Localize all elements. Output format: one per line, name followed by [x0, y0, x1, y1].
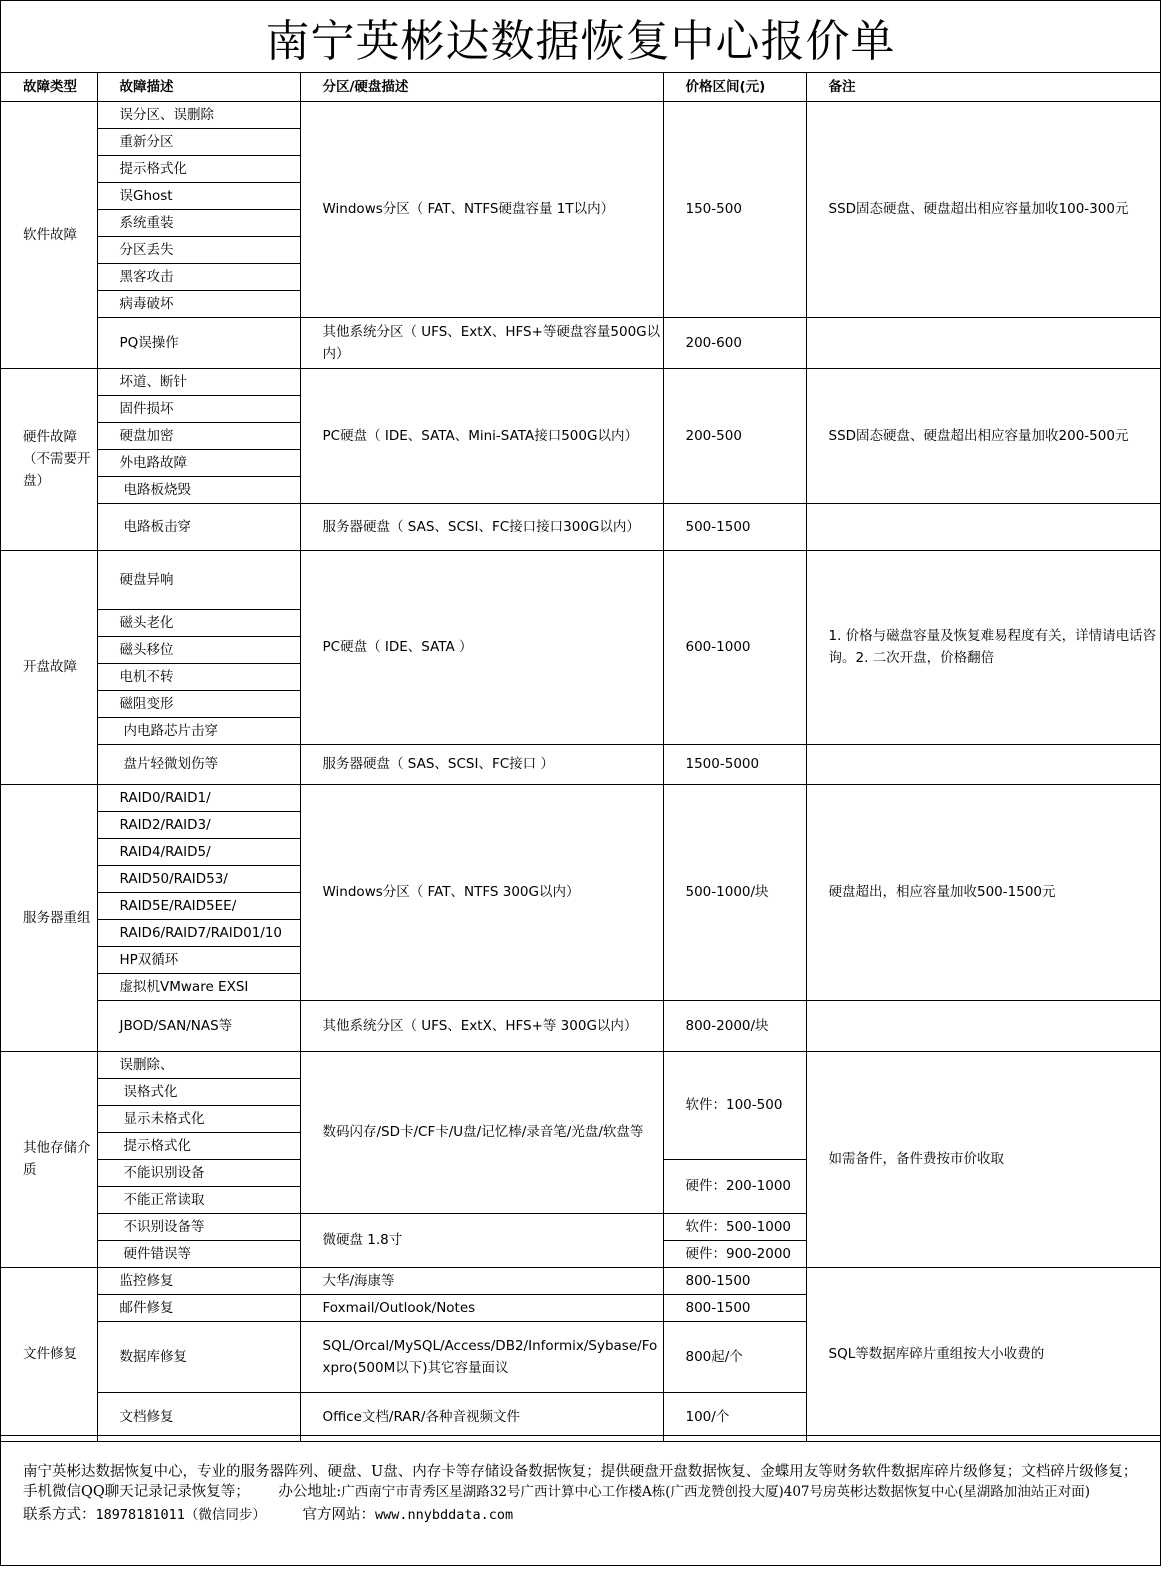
fault-desc: 外电路故障	[97, 449, 300, 476]
fault-desc: 磁头老化	[97, 609, 300, 636]
table-row	[1, 550, 1161, 609]
fault-type-open: 开盘故障	[1, 550, 97, 784]
fault-desc: 坏道、断针	[97, 368, 300, 395]
remark-empty	[806, 317, 1161, 368]
remark: SSD固态硬盘、硬盘超出相应容量加收100-300元	[806, 101, 1161, 317]
website-link[interactable]: www.nnybddata.com	[375, 1507, 514, 1523]
fault-desc: 固件损坏	[97, 395, 300, 422]
page-title: 南宁英彬达数据恢复中心报价单	[1, 1, 1160, 73]
header-row	[1, 73, 1161, 101]
disk-desc: PC硬盘（ IDE、SATA ）	[300, 550, 663, 744]
price-range: 600-1000	[663, 550, 806, 744]
fault-desc: 分区丢失	[97, 236, 300, 263]
fault-desc: RAID6/RAID7/RAID01/10	[97, 919, 300, 946]
address-label: 办公地址:	[278, 1484, 342, 1500]
fault-desc: RAID4/RAID5/	[97, 838, 300, 865]
price-range: 800-2000/块	[663, 1000, 806, 1051]
fault-desc: 提示格式化	[97, 155, 300, 182]
fault-desc: PQ误操作	[97, 317, 300, 368]
fault-desc: 误删除、	[97, 1051, 300, 1078]
remark: SQL等数据库碎片重组按大小收费的	[806, 1267, 1161, 1441]
remark: 硬盘超出，相应容量加收500-1500元	[806, 784, 1161, 1000]
fault-desc: 监控修复	[97, 1267, 300, 1294]
fault-desc: 提示格式化	[97, 1132, 300, 1159]
price-range: 500-1000/块	[663, 784, 806, 1000]
table-row	[1, 368, 1161, 395]
fault-desc: HP双循环	[97, 946, 300, 973]
price-range: 软件：500-1000	[663, 1213, 806, 1240]
remark: 1. 价格与磁盘容量及恢复难易程度有关，详情请电话咨询。2. 二次开盘，价格翻倍	[806, 550, 1161, 744]
fault-desc: 磁阻变形	[97, 690, 300, 717]
fault-type-software: 软件故障	[1, 101, 97, 368]
table-row	[1, 1051, 1161, 1078]
price-range: 200-500	[663, 368, 806, 503]
fault-desc: 内电路芯片击穿	[97, 717, 300, 744]
table-row	[1, 317, 1161, 368]
disk-desc: 其他系统分区（ UFS、ExtX、HFS+等 300G以内）	[300, 1000, 663, 1051]
contact-phone: 18978181011（微信同步）	[95, 1507, 266, 1523]
price-range: 800起/个	[663, 1321, 806, 1392]
remark-empty	[806, 503, 1161, 550]
fault-desc: RAID0/RAID1/	[97, 784, 300, 811]
company-intro: 南宁英彬达数据恢复中心，专业的服务器阵列、硬盘、U盘、内存卡等存储设备数据恢复；提供硬盘开盘数据恢复、金蝶用友等财务软件数据库碎片级修复；文档碎片级修复；手机微信QQ聊天记录记录恢复等；	[23, 1464, 1138, 1500]
remark: 如需备件，备件费按市价收取	[806, 1051, 1161, 1267]
disk-desc: 服务器硬盘（ SAS、SCSI、FC接口 ）	[300, 744, 663, 784]
fault-desc: 不能正常读取	[97, 1186, 300, 1213]
fault-type-hardware: 硬件故障（不需要开盘）	[1, 368, 97, 550]
remark-empty	[806, 1000, 1161, 1051]
price-range: 硬件：900-2000	[663, 1240, 806, 1267]
price-range: 500-1500	[663, 503, 806, 550]
disk-desc: Office文档/RAR/各种音视频文件	[300, 1392, 663, 1441]
fault-desc: 重新分区	[97, 128, 300, 155]
fault-desc: 电路板击穿	[97, 503, 300, 550]
fault-desc: 硬盘异响	[97, 550, 300, 609]
fault-desc: 文档修复	[97, 1392, 300, 1441]
fault-desc: 系统重装	[97, 209, 300, 236]
disk-desc: 微硬盘 1.8寸	[300, 1213, 663, 1267]
fault-desc: 盘片轻微划伤等	[97, 744, 300, 784]
header-fault-type: 故障类型	[1, 73, 97, 101]
fault-desc: JBOD/SAN/NAS等	[97, 1000, 300, 1051]
fault-desc: 虚拟机VMware EXSI	[97, 973, 300, 1000]
table-row	[1, 503, 1161, 550]
fault-desc: 磁头移位	[97, 636, 300, 663]
fault-desc: 误格式化	[97, 1078, 300, 1105]
disk-desc: Windows分区（ FAT、NTFS硬盘容量 1T以内）	[300, 101, 663, 317]
price-table	[1, 73, 1161, 1442]
header-fault-desc: 故障描述	[97, 73, 300, 101]
fault-type-storage: 其他存储介质	[1, 1051, 97, 1267]
header-remarks: 备注	[806, 73, 1161, 101]
disk-desc: 其他系统分区（ UFS、ExtX、HFS+等硬盘容量500G以内）	[300, 317, 663, 368]
disk-desc: PC硬盘（ IDE、SATA、Mini-SATA接口500G以内）	[300, 368, 663, 503]
price-range: 100/个	[663, 1392, 806, 1441]
table-row	[1, 101, 1161, 128]
price-range: 软件：100-500	[663, 1051, 806, 1159]
fault-desc: RAID50/RAID53/	[97, 865, 300, 892]
contact-line	[23, 1505, 1146, 1525]
address-text: 广西南宁市青秀区星湖路32号广西计算中心工作楼A栋(广西龙赞创投大厦)407号房英彬达数据恢复中心(星湖路加油站正对面)	[341, 1484, 1091, 1500]
header-disk-desc: 分区/硬盘描述	[300, 73, 663, 101]
disk-desc: SQL/Orcal/MySQL/Access/DB2/Informix/Sybase/Foxpro(500M以下)其它容量面议	[300, 1321, 663, 1392]
fault-type-file: 文件修复	[1, 1267, 97, 1441]
fault-desc: 邮件修复	[97, 1294, 300, 1321]
price-range: 200-600	[663, 317, 806, 368]
price-range: 800-1500	[663, 1267, 806, 1294]
disk-desc: 数码闪存/SD卡/CF卡/U盘/记忆棒/录音笔/光盘/软盘等	[300, 1051, 663, 1213]
table-row	[1, 1267, 1161, 1294]
fault-desc: 显示未格式化	[97, 1105, 300, 1132]
header-price-range: 价格区间(元)	[663, 73, 806, 101]
footer-info	[1, 1435, 1160, 1565]
fault-desc: 不识别设备等	[97, 1213, 300, 1240]
fault-desc: 硬盘加密	[97, 422, 300, 449]
remark: SSD固态硬盘、硬盘超出相应容量加收200-500元	[806, 368, 1161, 503]
fault-desc: 电机不转	[97, 663, 300, 690]
fault-desc: 误Ghost	[97, 182, 300, 209]
disk-desc: 大华/海康等	[300, 1267, 663, 1294]
fault-desc: 电路板烧毁	[97, 476, 300, 503]
price-range: 800-1500	[663, 1294, 806, 1321]
fault-desc: RAID2/RAID3/	[97, 811, 300, 838]
fault-desc: RAID5E/RAID5EE/	[97, 892, 300, 919]
disk-desc: 服务器硬盘（ SAS、SCSI、FC接口接口300G以内）	[300, 503, 663, 550]
fault-desc: 病毒破坏	[97, 290, 300, 317]
fault-desc: 误分区、误删除	[97, 101, 300, 128]
table-row	[1, 1000, 1161, 1051]
fault-type-server: 服务器重组	[1, 784, 97, 1051]
fault-desc: 不能识别设备	[97, 1159, 300, 1186]
price-range: 硬件：200-1000	[663, 1159, 806, 1213]
disk-desc: Foxmail/Outlook/Notes	[300, 1294, 663, 1321]
remark-empty	[806, 744, 1161, 784]
disk-desc: Windows分区（ FAT、NTFS 300G以内）	[300, 784, 663, 1000]
table-row	[1, 744, 1161, 784]
contact-label: 联系方式：	[23, 1507, 96, 1523]
table-row	[1, 784, 1161, 811]
price-range: 150-500	[663, 101, 806, 317]
fault-desc: 数据库修复	[97, 1321, 300, 1392]
fault-desc: 硬件错误等	[97, 1240, 300, 1267]
website-label: 官方网站：	[302, 1507, 376, 1523]
price-range: 1500-5000	[663, 744, 806, 784]
fault-desc: 黑客攻击	[97, 263, 300, 290]
